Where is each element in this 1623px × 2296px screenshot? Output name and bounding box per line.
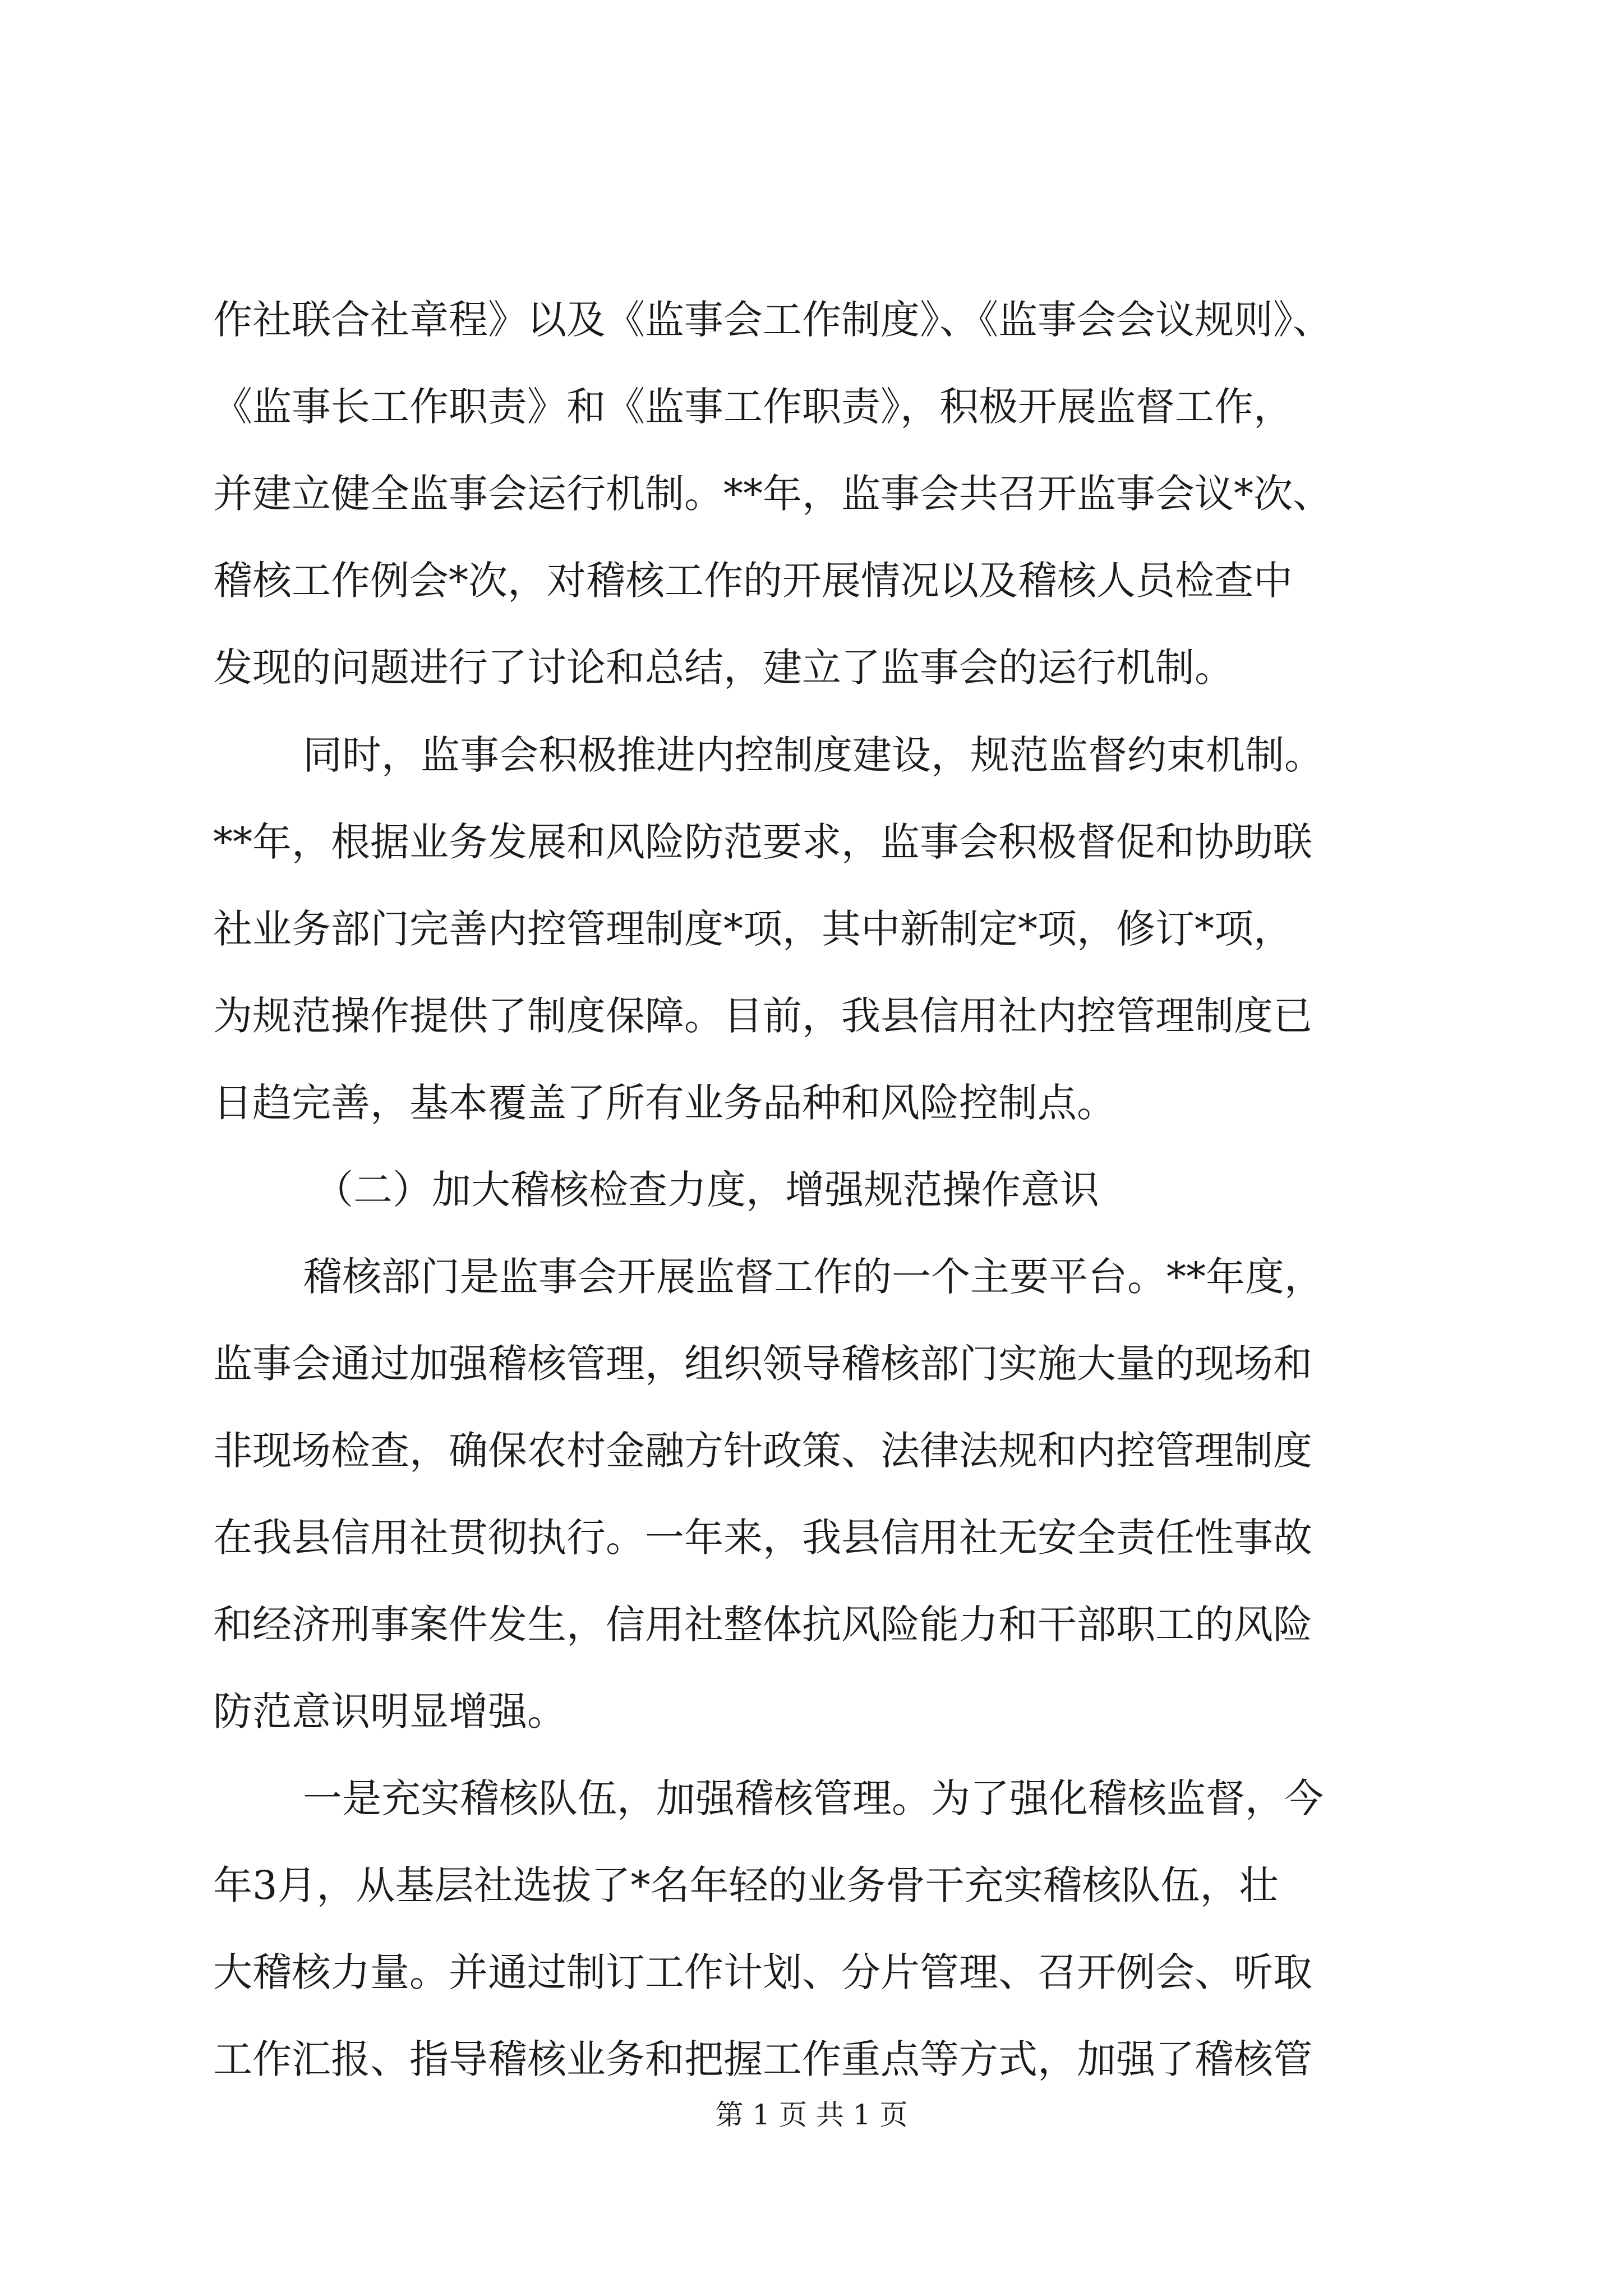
text-line: 大稽核力量。并通过制订工作计划、分片管理、召开例会、听取 — [213, 1949, 1312, 1995]
text-line: 监事会通过加强稽核管理，组织领导稽核部门实施大量的现场和 — [213, 1341, 1312, 1387]
text-line: 并建立健全监事会运行机制。**年，监事会共召开监事会议*次、 — [213, 471, 1332, 517]
section-heading: （二）加大稽核检查力度，增强规范操作意识 — [314, 1167, 1099, 1213]
text-line: 《监事长工作职责》和《监事工作职责》，积极开展监督工作， — [213, 384, 1293, 430]
page-number-footer: 第 1 页 共 1 页 — [715, 2099, 908, 2131]
text-line: 防范意识明显增强。 — [213, 1688, 566, 1734]
text-line: 在我县信用社贯彻执行。一年来，我县信用社无安全责任性事故 — [213, 1515, 1312, 1561]
text-line: 作社联合社章程》以及《监事会工作制度》、《监事会会议规则》、 — [213, 297, 1332, 343]
text-line: 日趋完善，基本覆盖了所有业务品种和风险控制点。 — [213, 1080, 1116, 1126]
paragraph-first-line: 同时，监事会积极推进内控制度建设，规范监督约束机制。 — [303, 732, 1324, 778]
text-line: 稽核工作例会*次，对稽核工作的开展情况以及稽核人员检查中 — [213, 558, 1293, 604]
text-line: 年3月，从基层社选拔了*名年轻的业务骨干充实稽核队伍，壮 — [213, 1862, 1279, 1908]
text-line: **年，根据业务发展和风险防范要求，监事会积极督促和协助联 — [213, 819, 1312, 865]
text-line: 发现的问题进行了讨论和总结，建立了监事会的运行机制。 — [213, 645, 1234, 691]
text-line: 非现场检查，确保农村金融方针政策、法律法规和内控管理制度 — [213, 1428, 1312, 1474]
text-line: 社业务部门完善内控管理制度*项，其中新制定*项，修订*项， — [213, 906, 1293, 952]
text-line: 工作汇报、指导稽核业务和把握工作重点等方式，加强了稽核管 — [213, 2036, 1312, 2082]
text-line: 和经济刑事案件发生，信用社整体抗风险能力和干部职工的风险 — [213, 1602, 1312, 1648]
paragraph-first-line: 稽核部门是监事会开展监督工作的一个主要平台。**年度， — [303, 1254, 1324, 1300]
paragraph-first-line: 一是充实稽核队伍，加强稽核管理。为了强化稽核监督，今 — [303, 1775, 1324, 1821]
text-line: 为规范操作提供了制度保障。目前，我县信用社内控管理制度已 — [213, 993, 1312, 1039]
